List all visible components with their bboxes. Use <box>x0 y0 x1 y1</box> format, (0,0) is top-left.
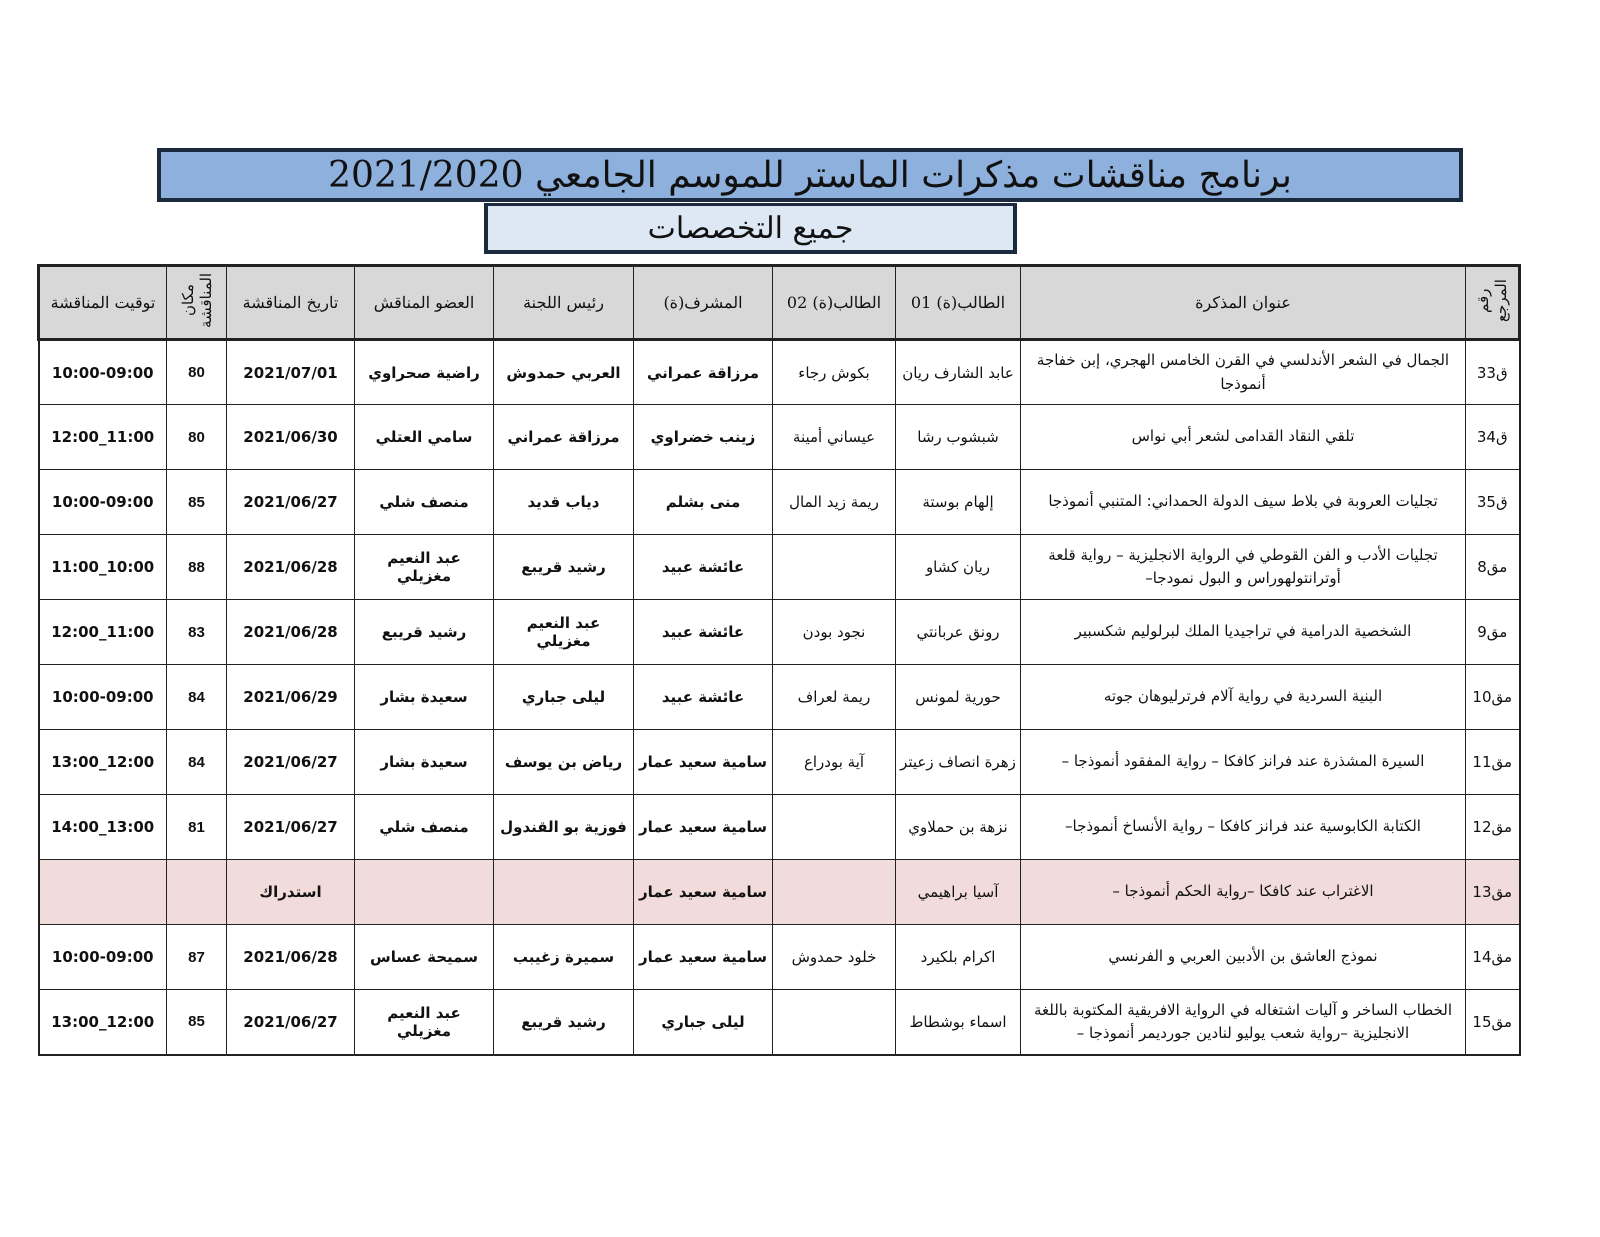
cell-student2 <box>773 535 896 600</box>
cell-thesis-title: الجمال في الشعر الأندلسي في القرن الخامس الهجري، إبن خفاجة أنموذجا <box>1021 340 1466 405</box>
cell-chair: العربي حمدوش <box>494 340 634 405</box>
table-row <box>39 535 1520 600</box>
cell-room: 88 <box>167 535 227 600</box>
cell-time: 10:00-09:00 <box>39 665 167 730</box>
cell-ref: مق15 <box>1466 990 1520 1055</box>
cell-supervisor: سامية سعيد عمار <box>634 925 773 990</box>
cell-thesis-title: تجليات الأدب و الفن القوطي في الرواية الانجليزية – رواية قلعة أوترانتولهوراس و البول نمودجا– <box>1021 535 1466 600</box>
cell-date: 2021/06/28 <box>227 925 355 990</box>
cell-thesis-title: تلقي النقاد القدامى لشعر أبي نواس <box>1021 405 1466 470</box>
cell-student1: ريان كشاو <box>896 535 1021 600</box>
cell-date: 2021/07/01 <box>227 340 355 405</box>
cell-thesis-title: تجليات العروبة في بلاط سيف الدولة الحمداني: المتنبي أنموذجا <box>1021 470 1466 535</box>
cell-student1: اسماء بوشطاط <box>896 990 1021 1055</box>
cell-thesis-title: البنية السردية في رواية آلام فرترليوهان جوته <box>1021 665 1466 730</box>
cell-supervisor: مرزاقة عمراني <box>634 340 773 405</box>
cell-chair: رشيد قريبع <box>494 990 634 1055</box>
cell-time: 10:00-09:00 <box>39 340 167 405</box>
table-header-row <box>39 266 1520 340</box>
cell-supervisor: سامية سعيد عمار <box>634 860 773 925</box>
cell-supervisor: سامية سعيد عمار <box>634 730 773 795</box>
table-row <box>39 405 1520 470</box>
table-row <box>39 925 1520 990</box>
cell-thesis-title: السيرة المشذرة عند فرانز كافكا – رواية المفقود أنموذجا – <box>1021 730 1466 795</box>
table-row <box>39 470 1520 535</box>
cell-student1: اكرام بلكيرد <box>896 925 1021 990</box>
cell-date: 2021/06/27 <box>227 795 355 860</box>
cell-room: 83 <box>167 600 227 665</box>
cell-ref: ق35 <box>1466 470 1520 535</box>
cell-student2 <box>773 860 896 925</box>
cell-time: 12:00_11:00 <box>39 600 167 665</box>
cell-student2: ريمة زيد المال <box>773 470 896 535</box>
cell-thesis-title: الكتابة الكابوسية عند فرانز كافكا – رواية الأنساخ أنموذجا– <box>1021 795 1466 860</box>
cell-ref: مق14 <box>1466 925 1520 990</box>
table-row <box>39 665 1520 730</box>
cell-chair: سميرة زغيبب <box>494 925 634 990</box>
cell-supervisor: عائشة عبيد <box>634 535 773 600</box>
cell-chair: دياب قديد <box>494 470 634 535</box>
cell-student1: آسيا براهيمي <box>896 860 1021 925</box>
cell-supervisor: منى بشلم <box>634 470 773 535</box>
cell-examiner <box>355 860 494 925</box>
cell-room <box>167 860 227 925</box>
cell-student2: ريمة لعراف <box>773 665 896 730</box>
cell-student1: إلهام بوستة <box>896 470 1021 535</box>
cell-student1: رونق عربانتي <box>896 600 1021 665</box>
cell-student1: حورية لمونس <box>896 665 1021 730</box>
cell-student1: نزهة بن حملاوي <box>896 795 1021 860</box>
cell-examiner: سعيدة بشار <box>355 665 494 730</box>
header-time: توقيت المناقشة <box>39 266 167 340</box>
cell-supervisor: عائشة عبيد <box>634 600 773 665</box>
subtitle-banner <box>484 203 1017 254</box>
cell-room: 81 <box>167 795 227 860</box>
header-examiner: العضو المناقش <box>355 266 494 340</box>
cell-examiner: سميحة عساس <box>355 925 494 990</box>
cell-supervisor: عائشة عبيد <box>634 665 773 730</box>
cell-student1: عابد الشارف ريان <box>896 340 1021 405</box>
cell-supervisor: ليلى جباري <box>634 990 773 1055</box>
cell-date: 2021/06/27 <box>227 470 355 535</box>
cell-chair: ليلى جباري <box>494 665 634 730</box>
cell-supervisor: زينب خضراوي <box>634 405 773 470</box>
cell-chair: مرزاقة عمراني <box>494 405 634 470</box>
cell-time: 13:00_12:00 <box>39 990 167 1055</box>
cell-time: 14:00_13:00 <box>39 795 167 860</box>
cell-thesis-title: الاغتراب عند كافكا –رواية الحكم أنموذجا – <box>1021 860 1466 925</box>
cell-time <box>39 860 167 925</box>
cell-ref: مق8 <box>1466 535 1520 600</box>
cell-ref: مق12 <box>1466 795 1520 860</box>
cell-room: 84 <box>167 665 227 730</box>
cell-date: 2021/06/30 <box>227 405 355 470</box>
cell-chair <box>494 860 634 925</box>
cell-student2: بكوش رجاء <box>773 340 896 405</box>
cell-thesis-title: نموذج العاشق بن الأدبين العربي و الفرنسي <box>1021 925 1466 990</box>
schedule-table <box>37 264 1521 1056</box>
cell-chair: رياض بن يوسف <box>494 730 634 795</box>
cell-room: 85 <box>167 990 227 1055</box>
cell-ref: ق34 <box>1466 405 1520 470</box>
page-title: برنامج مناقشات مذكرات الماستر للموسم الجامعي 2021/2020 <box>328 154 1292 196</box>
table-row <box>39 600 1520 665</box>
cell-examiner: منصف شلي <box>355 795 494 860</box>
page-subtitle: جميع التخصصات <box>647 210 854 246</box>
cell-chair: رشيد قريبع <box>494 535 634 600</box>
cell-examiner: سعيدة بشار <box>355 730 494 795</box>
cell-date: استدراك <box>227 860 355 925</box>
header-ref: رقم المرجع <box>1466 266 1520 340</box>
cell-time: 11:00_10:00 <box>39 535 167 600</box>
cell-examiner: سامي العتلي <box>355 405 494 470</box>
cell-student2: خلود حمدوش <box>773 925 896 990</box>
header-date: تاريخ المناقشة <box>227 266 355 340</box>
table-row <box>39 730 1520 795</box>
cell-student1: زهرة انصاف زعيتر <box>896 730 1021 795</box>
cell-examiner: منصف شلي <box>355 470 494 535</box>
cell-examiner: عبد النعيم مغزيلي <box>355 535 494 600</box>
table-row <box>39 340 1520 405</box>
cell-room: 84 <box>167 730 227 795</box>
cell-student1: شبشوب رشا <box>896 405 1021 470</box>
cell-date: 2021/06/28 <box>227 600 355 665</box>
cell-ref: مق13 <box>1466 860 1520 925</box>
header-room: مكان المناقشة <box>167 266 227 340</box>
table-row <box>39 795 1520 860</box>
cell-room: 87 <box>167 925 227 990</box>
cell-ref: مق11 <box>1466 730 1520 795</box>
cell-date: 2021/06/29 <box>227 665 355 730</box>
header-supervisor: المشرف(ة) <box>634 266 773 340</box>
cell-room: 80 <box>167 405 227 470</box>
cell-date: 2021/06/28 <box>227 535 355 600</box>
cell-student2 <box>773 795 896 860</box>
table-row <box>39 990 1520 1055</box>
cell-supervisor: سامية سعيد عمار <box>634 795 773 860</box>
cell-student2: عيساني أمينة <box>773 405 896 470</box>
cell-student2 <box>773 990 896 1055</box>
header-student2: الطالب(ة) 02 <box>773 266 896 340</box>
cell-examiner: عبد النعيم مغزيلي <box>355 990 494 1055</box>
cell-room: 80 <box>167 340 227 405</box>
cell-student2: نجود بودن <box>773 600 896 665</box>
cell-time: 13:00_12:00 <box>39 730 167 795</box>
cell-examiner: راضية صحراوي <box>355 340 494 405</box>
cell-date: 2021/06/27 <box>227 730 355 795</box>
header-chair: رئيس اللجنة <box>494 266 634 340</box>
cell-examiner: رشيد قريبع <box>355 600 494 665</box>
cell-chair: عبد النعيم مغزيلي <box>494 600 634 665</box>
cell-time: 12:00_11:00 <box>39 405 167 470</box>
cell-student2: آية بودراع <box>773 730 896 795</box>
header-student1: الطالب(ة) 01 <box>896 266 1021 340</box>
cell-thesis-title: الشخصية الدرامية في تراجيديا الملك لبرلوليم شكسبير <box>1021 600 1466 665</box>
cell-ref: مق10 <box>1466 665 1520 730</box>
cell-time: 10:00-09:00 <box>39 925 167 990</box>
cell-thesis-title: الخطاب الساخر و آليات اشتغاله في الرواية الافريقية المكتوبة باللغة الانجليزية –رواية شعب يوليو لنادين جورديمر أنموذجا – <box>1021 990 1466 1055</box>
cell-time: 10:00-09:00 <box>39 470 167 535</box>
header-thesis-title: عنوان المذكرة <box>1021 266 1466 340</box>
cell-room: 85 <box>167 470 227 535</box>
cell-ref: مق9 <box>1466 600 1520 665</box>
cell-date: 2021/06/27 <box>227 990 355 1055</box>
cell-chair: فوزية بو القندول <box>494 795 634 860</box>
table-row <box>39 860 1520 925</box>
cell-ref: ق33 <box>1466 340 1520 405</box>
page-title-banner <box>157 148 1463 202</box>
